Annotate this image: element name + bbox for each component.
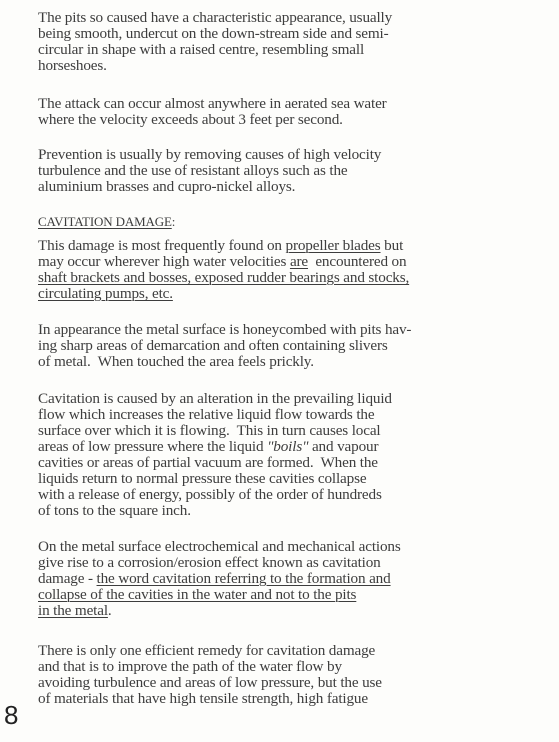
- text-line: [38, 643, 375, 659]
- text-line: [38, 112, 343, 128]
- text-line: [38, 439, 378, 455]
- underlined-text: the word cavitation referring to the formation and: [96, 570, 391, 587]
- text-run: Prevention is usually by removing causes of high velocity: [38, 146, 382, 163]
- text-line: [38, 179, 295, 195]
- text-line: [38, 58, 107, 74]
- text-line: [38, 147, 381, 163]
- text-line: [38, 286, 173, 302]
- text-line: [38, 238, 403, 254]
- text-run: horseshoes.: [38, 57, 107, 74]
- text-line: [38, 42, 364, 58]
- text-run: The pits so caused have a characteristic appearance, usually: [38, 9, 393, 26]
- text-line: [38, 487, 382, 503]
- text-run: being smooth, undercut on the down-stream side and semi-: [38, 25, 389, 42]
- underlined-text: circulating pumps, etc.: [38, 285, 173, 302]
- text-line: [38, 254, 406, 270]
- text-line: [38, 391, 392, 407]
- text-line: [38, 270, 409, 286]
- text-run: circular in shape with a raised centre, resembling small: [38, 41, 365, 58]
- text-run: ing sharp areas of demarcation and often containing slivers: [38, 337, 388, 354]
- text-line: [38, 354, 314, 370]
- text-line: [38, 555, 381, 571]
- text-run: areas of low pressure where the liquid: [38, 438, 268, 455]
- underlined-text: propeller blades: [285, 237, 381, 254]
- text-run: damage -: [38, 570, 97, 587]
- text-run: may occur wherever high water velocities: [38, 253, 290, 270]
- text-run: turbulence and the use of resistant alloys such as the: [38, 162, 348, 179]
- text-run: avoiding turbulence and areas of low pressure, but the use: [38, 674, 382, 691]
- text-line: [38, 10, 392, 26]
- text-run: with a release of energy, possibly of the order of hundreds: [38, 486, 382, 503]
- underlined-text: are: [289, 253, 309, 270]
- text-line: [38, 96, 387, 112]
- text-line: [38, 587, 356, 603]
- text-line: [38, 675, 382, 691]
- text-line: [38, 322, 411, 338]
- text-line: [38, 214, 175, 230]
- page-number: 8: [4, 700, 19, 730]
- underlined-text: shaft brackets and bosses, exposed rudder bearings and stocks,: [38, 269, 410, 286]
- text-run: and that is to improve the path of the water flow by: [38, 658, 342, 675]
- text-run: where the velocity exceeds about 3 feet per second.: [38, 111, 343, 128]
- text-run: liquids return to normal pressure these cavities collapse: [38, 470, 367, 487]
- text-run: There is only one efficient remedy for cavitation damage: [38, 642, 376, 659]
- text-run: The attack can occur almost anywhere in aerated sea water: [38, 95, 387, 112]
- text-line: [38, 26, 389, 42]
- text-line: [38, 503, 191, 519]
- text-line: [38, 423, 380, 439]
- underlined-text: in the metal: [38, 602, 108, 619]
- text-line: [38, 691, 368, 707]
- text-run: surface over which it is flowing. This in turn causes local: [38, 422, 381, 439]
- text-run: In appearance the metal surface is honeycombed with pits hav-: [38, 321, 412, 338]
- text-line: [38, 539, 401, 555]
- text-run: of metal. When touched the area feels prickly.: [38, 353, 314, 370]
- text-run: :: [171, 214, 176, 229]
- text-run: give rise to a corrosion/erosion effect known as cavitation: [38, 554, 381, 571]
- text-run: .: [107, 602, 112, 619]
- text-run: of materials that have high tensile strength, high fatigue: [38, 690, 368, 707]
- underlined-text: CAVITATION DAMAGE: [38, 214, 172, 229]
- text-run: flow which increases the relative liquid flow towards the: [38, 406, 375, 423]
- text-line: [38, 407, 374, 423]
- italic-text: "boils": [267, 438, 309, 455]
- underlined-text: collapse of the cavities in the water and not to the pits: [38, 586, 357, 603]
- text-run: On the metal surface electrochemical and mechanical actions: [38, 538, 401, 555]
- text-line: [38, 471, 366, 487]
- text-run: Cavitation is caused by an alteration in the prevailing liquid: [38, 390, 392, 407]
- text-line: [38, 163, 347, 179]
- text-line: [38, 659, 342, 675]
- text-line: [38, 603, 112, 619]
- text-run: aluminium brasses and cupro-nickel alloys.: [38, 178, 296, 195]
- text-run: of tons to the square inch.: [38, 502, 191, 519]
- text-run: and vapour: [308, 438, 379, 455]
- text-run: This damage is most frequently found on: [38, 237, 286, 254]
- text-line: [38, 571, 391, 587]
- text-line: [38, 338, 388, 354]
- text-run: but: [380, 237, 404, 254]
- text-run: encountered on: [308, 253, 407, 270]
- text-line: [38, 455, 378, 471]
- text-run: cavities or areas of partial vacuum are formed. When the: [38, 454, 378, 471]
